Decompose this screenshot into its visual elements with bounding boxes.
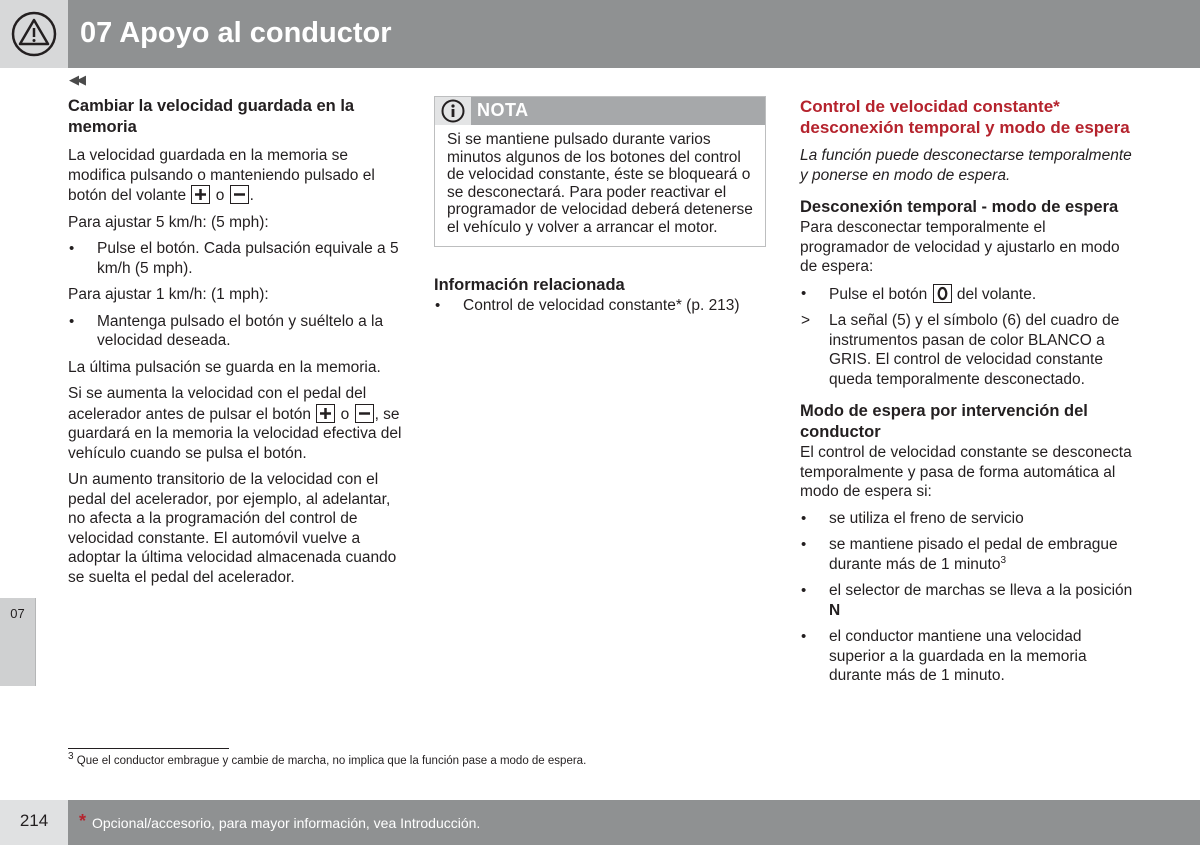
footer-text: Opcional/accesorio, para mayor información, vea Introducción. bbox=[92, 815, 481, 831]
list-item: • Pulse el botón del volante. bbox=[801, 284, 1037, 303]
paragraph: Si se aumenta la velocidad con el pedal del acelerador antes de pulsar el botón o , se guardará en la memoria la velocidad efectiva del vehículo cuando se pulsa el botón. bbox=[68, 385, 402, 462]
related-heading: Información relacionada bbox=[434, 276, 625, 294]
paragraph: La última pulsación se guarda en la memoria. bbox=[68, 358, 381, 376]
paragraph: La velocidad guardada en la memoria se modifica pulsando o manteniendo pulsado el botón del volante o . bbox=[68, 147, 375, 204]
page-title: 07 Apoyo al conductor bbox=[80, 17, 392, 49]
plus-button-icon bbox=[191, 185, 210, 204]
page-header bbox=[0, 0, 1200, 68]
info-icon bbox=[441, 99, 465, 123]
optional-star-icon: * bbox=[79, 811, 87, 831]
minus-button-icon bbox=[230, 185, 249, 204]
minus-button-icon bbox=[355, 404, 374, 423]
header-icon-box bbox=[0, 0, 68, 68]
footnote-divider bbox=[68, 748, 229, 749]
list-item: • se utiliza el freno de servicio bbox=[801, 509, 1024, 527]
list-item: • se mantiene pisado el pedal de embrague durante más de 1 minuto$^3$ bbox=[801, 536, 1118, 573]
list-item: • el conductor mantiene una velocidad superior a la guardada en la memoria durante más de 1 minuto. bbox=[801, 628, 1087, 684]
back-arrows-icon[interactable]: ◀◀ bbox=[69, 72, 83, 87]
subheading: Desconexión temporal - modo de espera bbox=[800, 198, 1119, 216]
step-list bbox=[800, 284, 1136, 390]
note-box bbox=[434, 96, 766, 247]
page-number: 214 bbox=[19, 811, 49, 830]
paragraph: Un aumento transitorio de la velocidad con el pedal del acelerador, por ejemplo, al adelantar, no afecta a la programación del control de velocidad constante. El automóvil vuelve a adoptar la última velocidad almacenada cuando se suelta el pedal del acelerador. bbox=[68, 471, 397, 586]
bullet-list bbox=[68, 239, 402, 278]
column-3 bbox=[800, 96, 1136, 693]
footnote-ref: 3 bbox=[1000, 554, 1007, 566]
zero-button-icon bbox=[933, 284, 952, 303]
chapter-tab-label: 07 bbox=[10, 606, 25, 621]
page-number-box bbox=[0, 800, 68, 845]
column-2 bbox=[434, 96, 766, 323]
warning-triangle-icon bbox=[11, 11, 57, 57]
list-item: > La señal (5) y el símbolo (6) del cuadro de instrumentos pasan de color BLANCO a GRIS. El control de velocidad constante queda temporalmente desconectado. bbox=[801, 312, 1120, 388]
related-list bbox=[434, 296, 766, 316]
related-link[interactable]: • Control de velocidad constante* (p. 213) bbox=[435, 297, 740, 314]
paragraph: Para ajustar 5 km/h: (5 mph): bbox=[68, 213, 269, 231]
section-title: Control de velocidad constante* desconexión temporal y modo de espera bbox=[800, 97, 1130, 137]
footnote: $^3$ Que el conductor embrague y cambie de marcha, no implica que la función pase a modo de espera. bbox=[68, 751, 587, 767]
note-title: NOTA bbox=[477, 100, 529, 120]
condition-list bbox=[800, 509, 1136, 686]
list-item: • Mantenga pulsado el botón y suéltelo a la velocidad deseada. bbox=[69, 312, 384, 349]
bullet-list bbox=[68, 312, 402, 351]
list-item: • el selector de marchas se lleva a la posición N bbox=[801, 582, 1133, 619]
section-heading: Cambiar la velocidad guardada en la memoria bbox=[68, 97, 355, 136]
intro-text: La función puede desconectarse temporalmente y ponerse en modo de espera. bbox=[800, 147, 1132, 184]
paragraph: Para desconectar temporalmente el programador de velocidad y ajustarlo en modo de espera: bbox=[800, 219, 1120, 275]
column-1 bbox=[68, 96, 402, 594]
note-text: Si se mantiene pulsado durante varios minutos algunos de los botones del control de velocidad constante, éste se bloqueará o se desconectará. Para poder reactivar el programador de velocidad deberá detenerse el vehículo y volver a arrancar el motor. bbox=[447, 131, 753, 236]
plus-button-icon bbox=[316, 404, 335, 423]
paragraph: Para ajustar 1 km/h: (1 mph): bbox=[68, 286, 269, 303]
chapter-tab bbox=[0, 598, 36, 686]
paragraph: El control de velocidad constante se desconecta temporalmente y pasa de forma automática al modo de espera si: bbox=[800, 444, 1132, 500]
subheading: Modo de espera por intervención del conductor bbox=[800, 402, 1088, 441]
page-footer bbox=[68, 800, 1200, 845]
note-header bbox=[435, 97, 765, 125]
list-item: • Pulse el botón. Cada pulsación equivale a 5 km/h (5 mph). bbox=[69, 240, 399, 277]
